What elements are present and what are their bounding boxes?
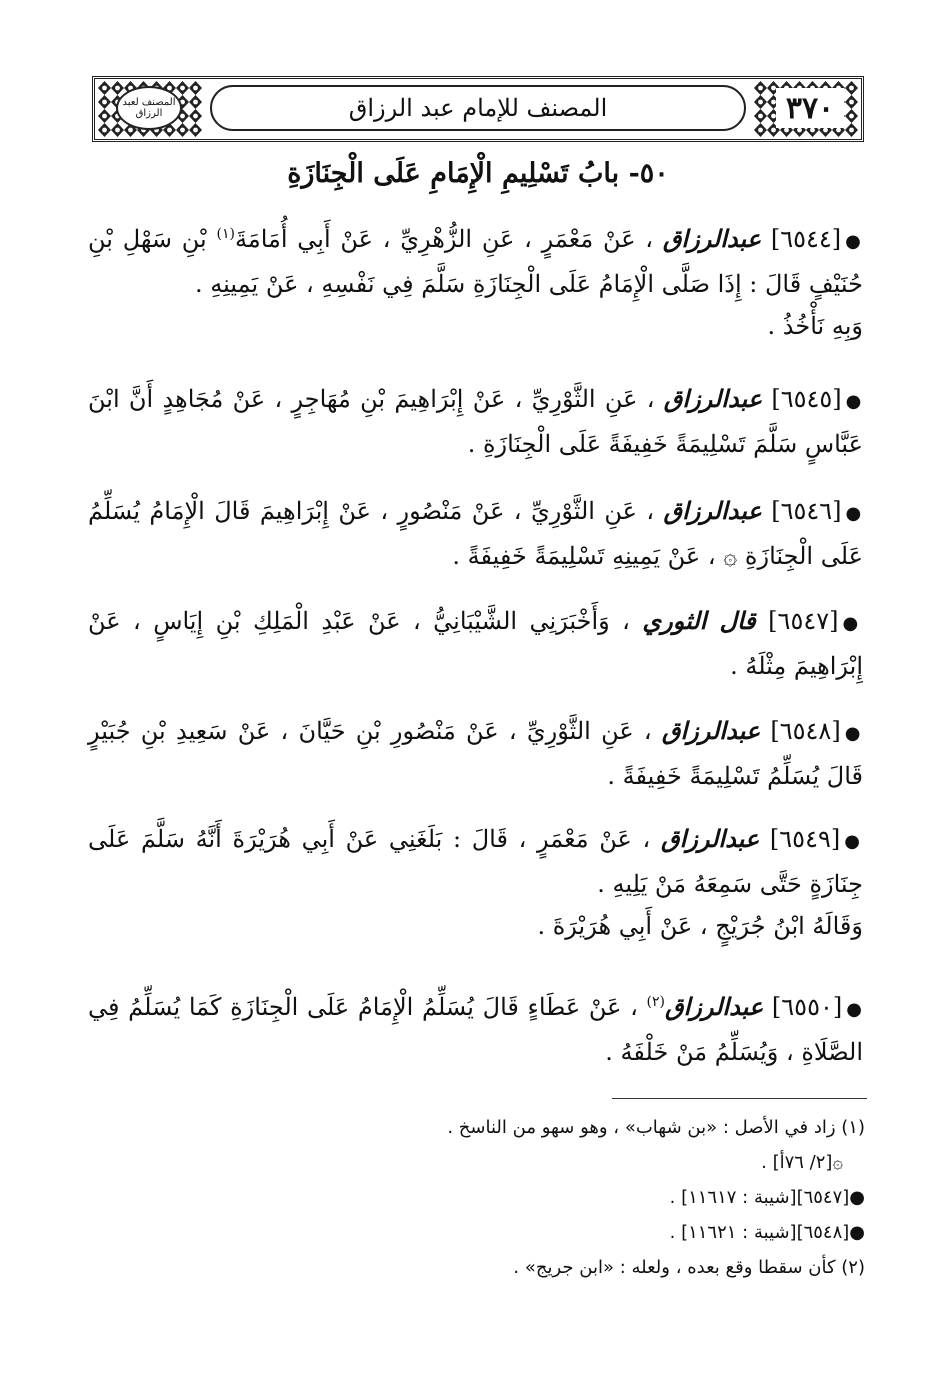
narrator-name: عبدالرزاق [660,824,760,853]
narration-text: ، عَنِ الثَّوْرِيِّ ، عَنْ إِبْرَاهِيمَ بْنِ مُهَاجِرٍ ، عَنْ مُجَاهِدٍ أَنَّ ابْنَ عَبَّاسٍ سَلَّمَ تَسْلِيمَةً خَفِيفَةً عَلَى الْجِنَازَةِ . [88,385,863,458]
page-number: ٣٧٠ [776,88,844,128]
bullet-icon: ● [845,503,863,524]
narrator-name: عبدالرزاق [662,224,762,253]
narration-number: [٦٥٤٩] [769,825,841,853]
footnotes [90,1112,865,1287]
bullet-icon: ● [842,613,863,634]
narration-number: [٦٥٤٥] [771,385,842,413]
bullet-icon: ● [846,999,863,1020]
narration-number: [٦٥٥٠] [771,993,843,1021]
page-header [92,76,864,142]
narrator-name: عبدالرزاق [664,992,764,1021]
narration-6544 [88,218,863,347]
narration-text: ، عَنِ الثَّوْرِيِّ ، عَنْ مَنْصُورِ بْنِ حَيَّانَ ، عَنْ سَعِيدِ بْنِ جُبَيْرٍ قَالَ يُسَلِّمُ تَسْلِيمَةً خَفِيفَةً . [88,717,863,790]
header-cartouche [210,85,746,131]
footnote-2: (٢) كأن سقطا وقع بعده ، ولعله : «ابن جريج» . [513,1257,865,1278]
folio-note: ۞[٢/ ٧٦أ] . [761,1152,843,1173]
narration-text-cont: بْنِ سَهْلِ بْنِ حُنَيْفٍ قَالَ : إِذَا صَلَّى الْإِمَامُ عَلَى الْجِنَازَةِ سَلَّمَ فِي نَفْسِهِ ، عَنْ يَمِينِهِ . [88,225,863,298]
footnote-marker: (١) [216,226,235,242]
narration-6549 [88,818,863,947]
narrator-name: عبدالرزاق [663,496,762,525]
book-seal [116,86,182,130]
narration-number: [٦٥٤٨] [770,717,841,745]
cross-ref-6547: ●[٦٥٤٧][شيبة : ١١٦١٧] . [669,1187,865,1208]
narration-text: ، عَنْ مَعْمَرٍ ، عَنِ الزُّهْرِيِّ ، عَنْ أَبِي أُمَامَةَ [234,225,654,253]
narration-number: [٦٥٤٤] [770,225,842,253]
bullet-icon: ● [845,231,863,252]
narration-6546 [88,490,863,577]
bullet-icon: ● [844,723,863,744]
narration-text: ، عَنْ عَطَاءٍ قَالَ يُسَلِّمُ الْإِمَامُ عَلَى الْجِنَازَةِ كَمَا يُسَلِّمُ فِي الصَّلَاةِ ، وَيُسَلِّمُ مَنْ خَلْفَهُ . [88,993,863,1066]
narrator-name: عبدالرزاق [661,716,761,745]
narration-6550 [88,986,863,1073]
cross-ref-6548: ●[٦٥٤٨][شيبة : ١١٦٢١] . [669,1222,865,1243]
footnote-divider [612,1098,867,1099]
follow-up-line: وَبِهِ نَأْخُذُ . [767,312,863,340]
footnote-marker: (٢) [646,994,665,1010]
seal-text: المصنف لعبد الرزاق [122,97,176,119]
footnote-1: (١) زاد في الأصل : «بن شهاب» ، وهو سهو من الناسخ . [447,1117,865,1138]
narration-text: ، وَأَخْبَرَنِي الشَّيْبَانِيُّ ، عَنْ عَبْدِ الْمَلِكِ بْنِ إِيَاسٍ ، عَنْ إِبْرَاهِيمَ مِثْلَهُ . [88,607,863,680]
follow-up-line: وَقَالَهُ ابْنُ جُرَيْجٍ ، عَنْ أَبِي هُرَيْرَةَ . [537,912,863,940]
narrator-name: عبدالرزاق [663,384,763,413]
bullet-icon: ● [845,391,863,412]
narration-number: [٦٥٤٦] [771,497,842,525]
narration-6547 [88,600,863,687]
narration-number: [٦٥٤٧] [768,607,839,635]
chapter-heading: ٥٠- بابُ تَسْلِيمِ الْإِمَامِ عَلَى الْجِنَازَةِ [287,158,669,189]
bullet-icon: ● [844,831,863,852]
narration-6545 [88,378,863,465]
narrator-name: قال الثوري [642,606,756,635]
narration-text: ، عَنِ الثَّوْرِيِّ ، عَنْ مَنْصُورٍ ، عَنْ إِبْرَاهِيمَ قَالَ الْإِمَامُ يُسَلِّمُ عَلَى الْجِنَازَةِ ۞ ، عَنْ يَمِينِهِ تَسْلِيمَةً خَفِيفَةً . [88,497,863,570]
running-title: المصنف للإمام عبد الرزاق [348,94,608,122]
narration-text: ، عَنْ مَعْمَرٍ ، قَالَ : بَلَغَنِي عَنْ أَبِي هُرَيْرَةَ أَنَّهُ سَلَّمَ عَلَى جِنَازَةٍ حَتَّى سَمِعَهُ مَنْ يَلِيهِ . [88,825,863,898]
narration-6548 [88,710,863,797]
